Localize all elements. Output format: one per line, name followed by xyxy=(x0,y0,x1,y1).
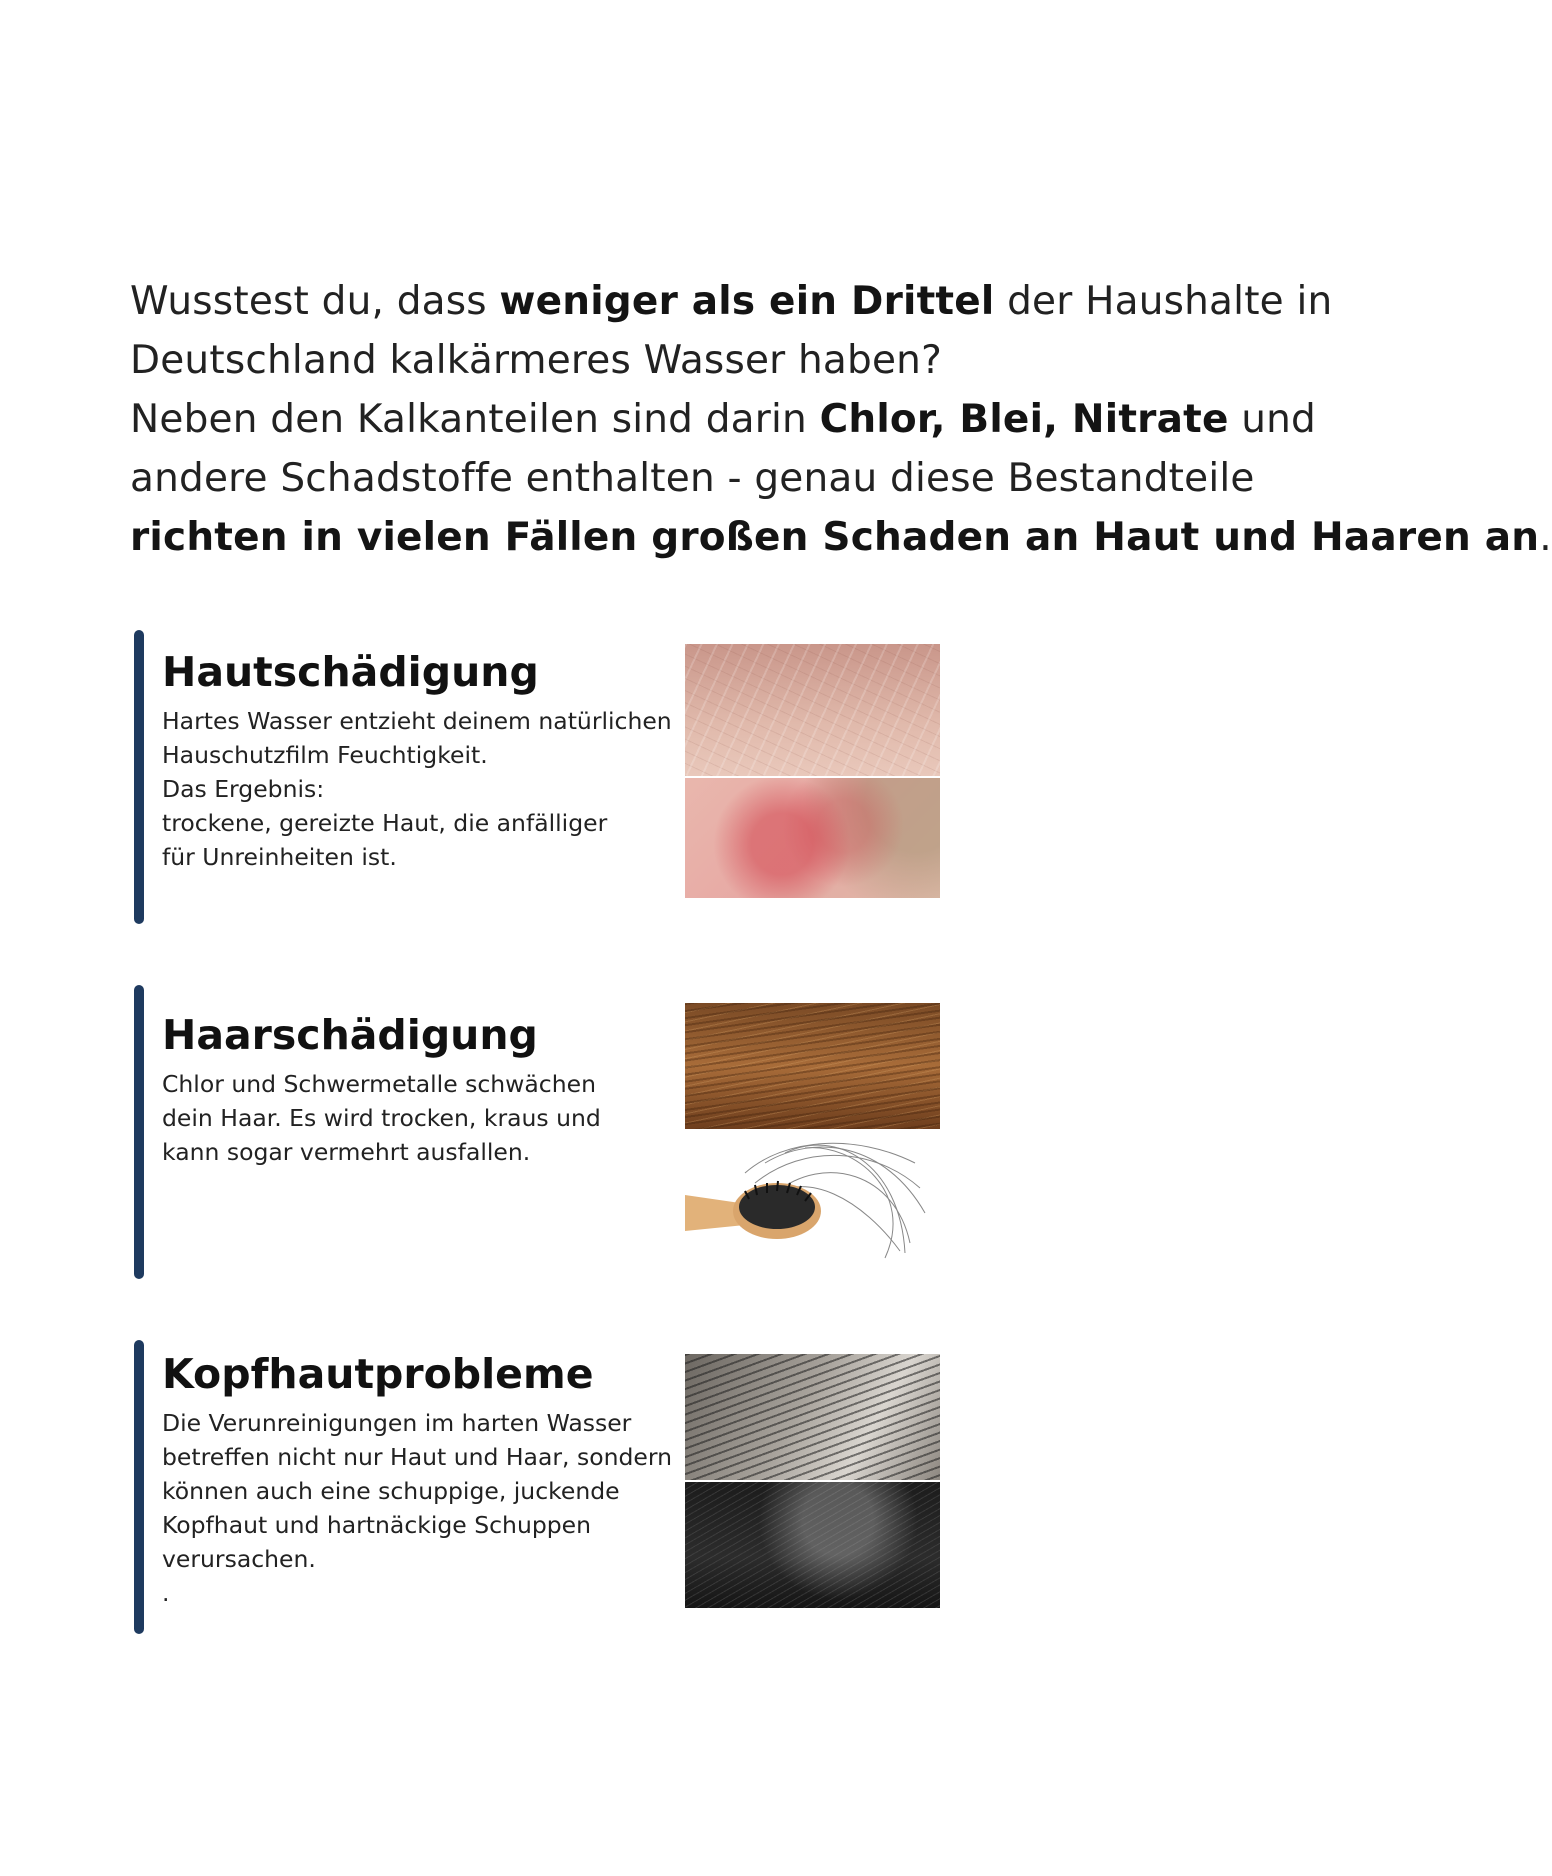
damaged-hair-photo xyxy=(685,1003,940,1129)
section-text-line: Hartes Wasser entzieht deinem natürlichen xyxy=(162,707,672,735)
section-text-line: können auch eine schuppige, juckende xyxy=(162,1477,620,1505)
section-text-line: für Unreinheiten ist. xyxy=(162,843,397,871)
intro-line-1: Wusstest du, dass weniger als ein Drittel der Haushalte in xyxy=(130,279,1333,324)
section-text-line: trockene, gereizte Haut, die anfälliger xyxy=(162,809,608,837)
section-hair-damage xyxy=(130,985,970,1285)
section-text-line: Das Ergebnis: xyxy=(162,775,325,803)
section-text-line: verursachen. xyxy=(162,1545,316,1573)
intro-line-2: Deutschland kalkärmeres Wasser haben? xyxy=(130,338,942,383)
section-text-line: . xyxy=(162,1579,170,1607)
hair-photo xyxy=(685,1003,940,1265)
accent-bar xyxy=(134,630,144,924)
dry-skin-photo xyxy=(685,644,940,776)
intro-line-4: andere Schadstoffe enthalten - genau diese Bestandteile xyxy=(130,456,1255,501)
section-text-line: Hauschutzfilm Feuchtigkeit. xyxy=(162,741,488,769)
scalp-photo-top xyxy=(685,1354,940,1480)
section-skin-damage xyxy=(130,630,970,930)
section-title: Hautschädigung xyxy=(162,648,539,696)
hairbrush-photo xyxy=(685,1133,940,1261)
dandruff-photo xyxy=(685,1482,940,1608)
hairbrush-icon xyxy=(685,1133,940,1261)
accent-bar xyxy=(134,1340,144,1634)
irritated-skin-photo xyxy=(685,778,940,898)
intro-line-5: richten in vielen Fällen großen Schaden an Haut und Haaren an. xyxy=(130,515,1552,560)
intro-line-3: Neben den Kalkanteilen sind darin Chlor, Blei, Nitrate und xyxy=(130,397,1317,442)
skin-photo xyxy=(685,644,940,898)
section-text-line: dein Haar. Es wird trocken, kraus und xyxy=(162,1104,601,1132)
scalp-photo xyxy=(685,1354,940,1608)
section-text-line: kann sogar vermehrt ausfallen. xyxy=(162,1138,531,1166)
section-text-line: Chlor und Schwermetalle schwächen xyxy=(162,1070,596,1098)
section-title: Haarschädigung xyxy=(162,1011,538,1059)
section-scalp-problems xyxy=(130,1340,970,1640)
section-title: Kopfhautprobleme xyxy=(162,1350,594,1398)
section-text-line: betreffen nicht nur Haut und Haar, sondern xyxy=(162,1443,672,1471)
accent-bar xyxy=(134,985,144,1279)
section-text-line: Die Verunreinigungen im harten Wasser xyxy=(162,1409,632,1437)
intro-text xyxy=(130,272,1552,567)
section-text-line: Kopfhaut und hartnäckige Schuppen xyxy=(162,1511,592,1539)
